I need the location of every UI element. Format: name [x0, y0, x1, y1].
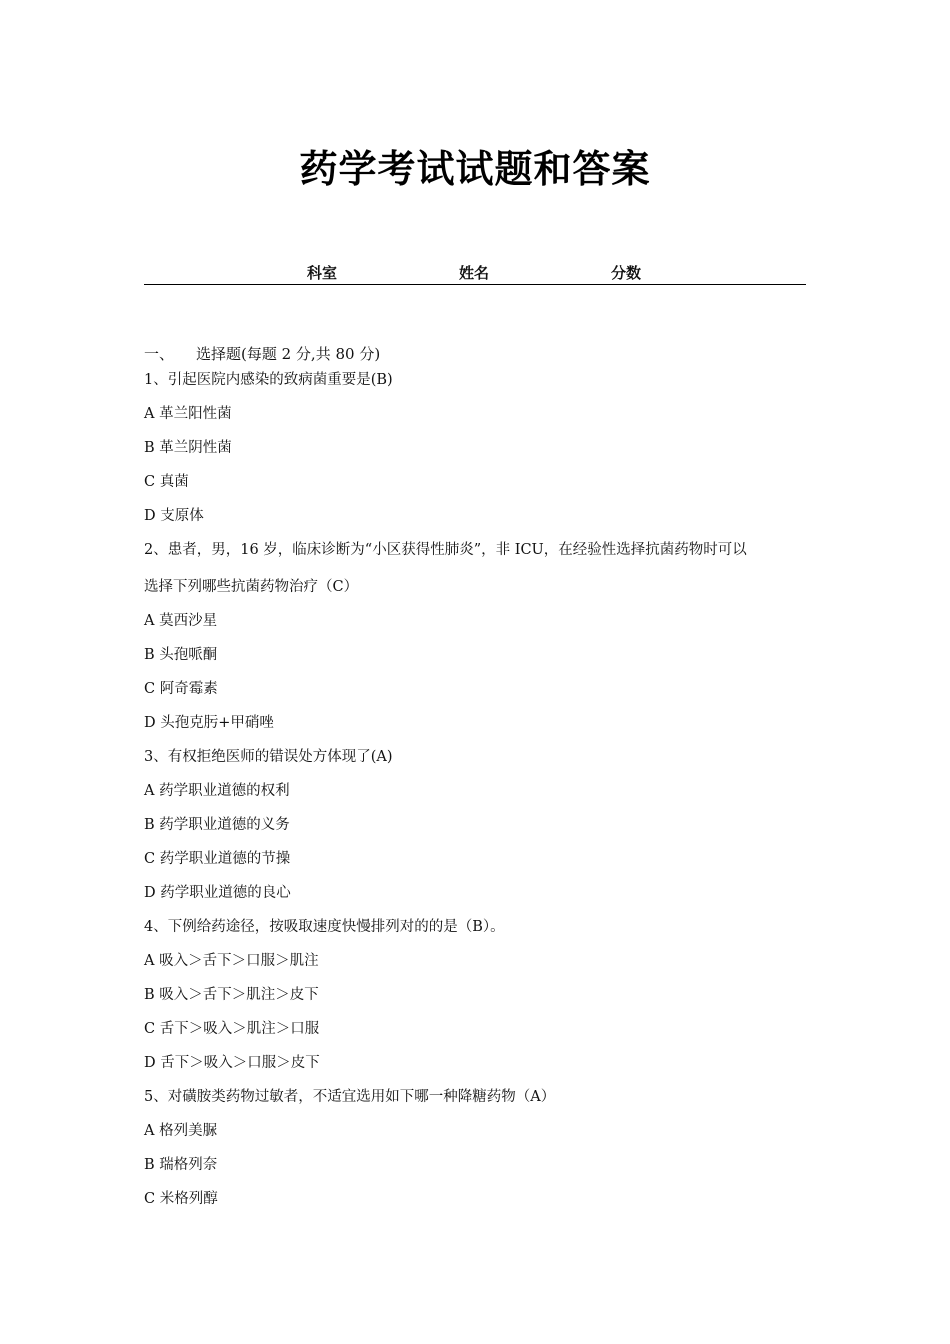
option-line: B 瑞格列奈 — [144, 1157, 218, 1173]
option-line: A 莫西沙星 — [144, 613, 218, 629]
option-line: C 阿奇霉素 — [144, 681, 218, 697]
score-label: 分数 — [611, 264, 642, 282]
option-line: C 药学职业道德的节操 — [144, 851, 291, 867]
question-line: 1、引起医院内感染的致病菌重要是(B) — [144, 372, 393, 388]
option-line: B 药学职业道德的义务 — [144, 817, 290, 833]
option-line: B 革兰阴性菌 — [144, 440, 232, 456]
option-line: B 头孢哌酮 — [144, 647, 218, 663]
option-line: A 革兰阳性菌 — [144, 406, 232, 422]
option-line: C 舌下＞吸入＞肌注＞口服 — [144, 1021, 320, 1037]
question-line: 2、患者，男，16 岁，临床诊断为“小区获得性肺炎”，非 ICU，在经验性选择抗菌药物时可以 — [144, 542, 747, 558]
question-line: 4、下例给药途径，按吸取速度快慢排列对的的是（B）。 — [144, 919, 505, 935]
document-title: 药学考试试题和答案 — [299, 147, 651, 191]
question-line: 选择下列哪些抗菌药物治疗（C） — [144, 579, 359, 595]
option-line: D 支原体 — [144, 508, 204, 524]
section-heading — [144, 344, 380, 364]
question-line: 3、有权拒绝医师的错误处方体现了(A) — [144, 749, 393, 765]
section-number: 一、 — [144, 345, 175, 363]
option-line: D 头孢克肟+甲硝唑 — [144, 715, 274, 731]
option-line: A 格列美脲 — [144, 1123, 218, 1139]
dept-label: 科室 — [307, 264, 338, 282]
option-line: B 吸入＞舌下＞肌注＞皮下 — [144, 987, 319, 1003]
option-line: A 药学职业道德的权利 — [144, 783, 290, 799]
option-line: D 舌下＞吸入＞口服＞皮下 — [144, 1055, 320, 1071]
info-header-row — [144, 262, 806, 285]
section-text: 选择题(每题 2 分,共 80 分) — [196, 345, 381, 363]
question-line: 5、对磺胺类药物过敏者，不适宜选用如下哪一种降糖药物（A） — [144, 1089, 556, 1105]
option-line: A 吸入＞舌下＞口服＞肌注 — [144, 953, 319, 969]
option-line: D 药学职业道德的良心 — [144, 885, 291, 901]
name-label: 姓名 — [459, 264, 490, 282]
option-line: C 真菌 — [144, 474, 189, 490]
option-line: C 米格列醇 — [144, 1191, 218, 1207]
